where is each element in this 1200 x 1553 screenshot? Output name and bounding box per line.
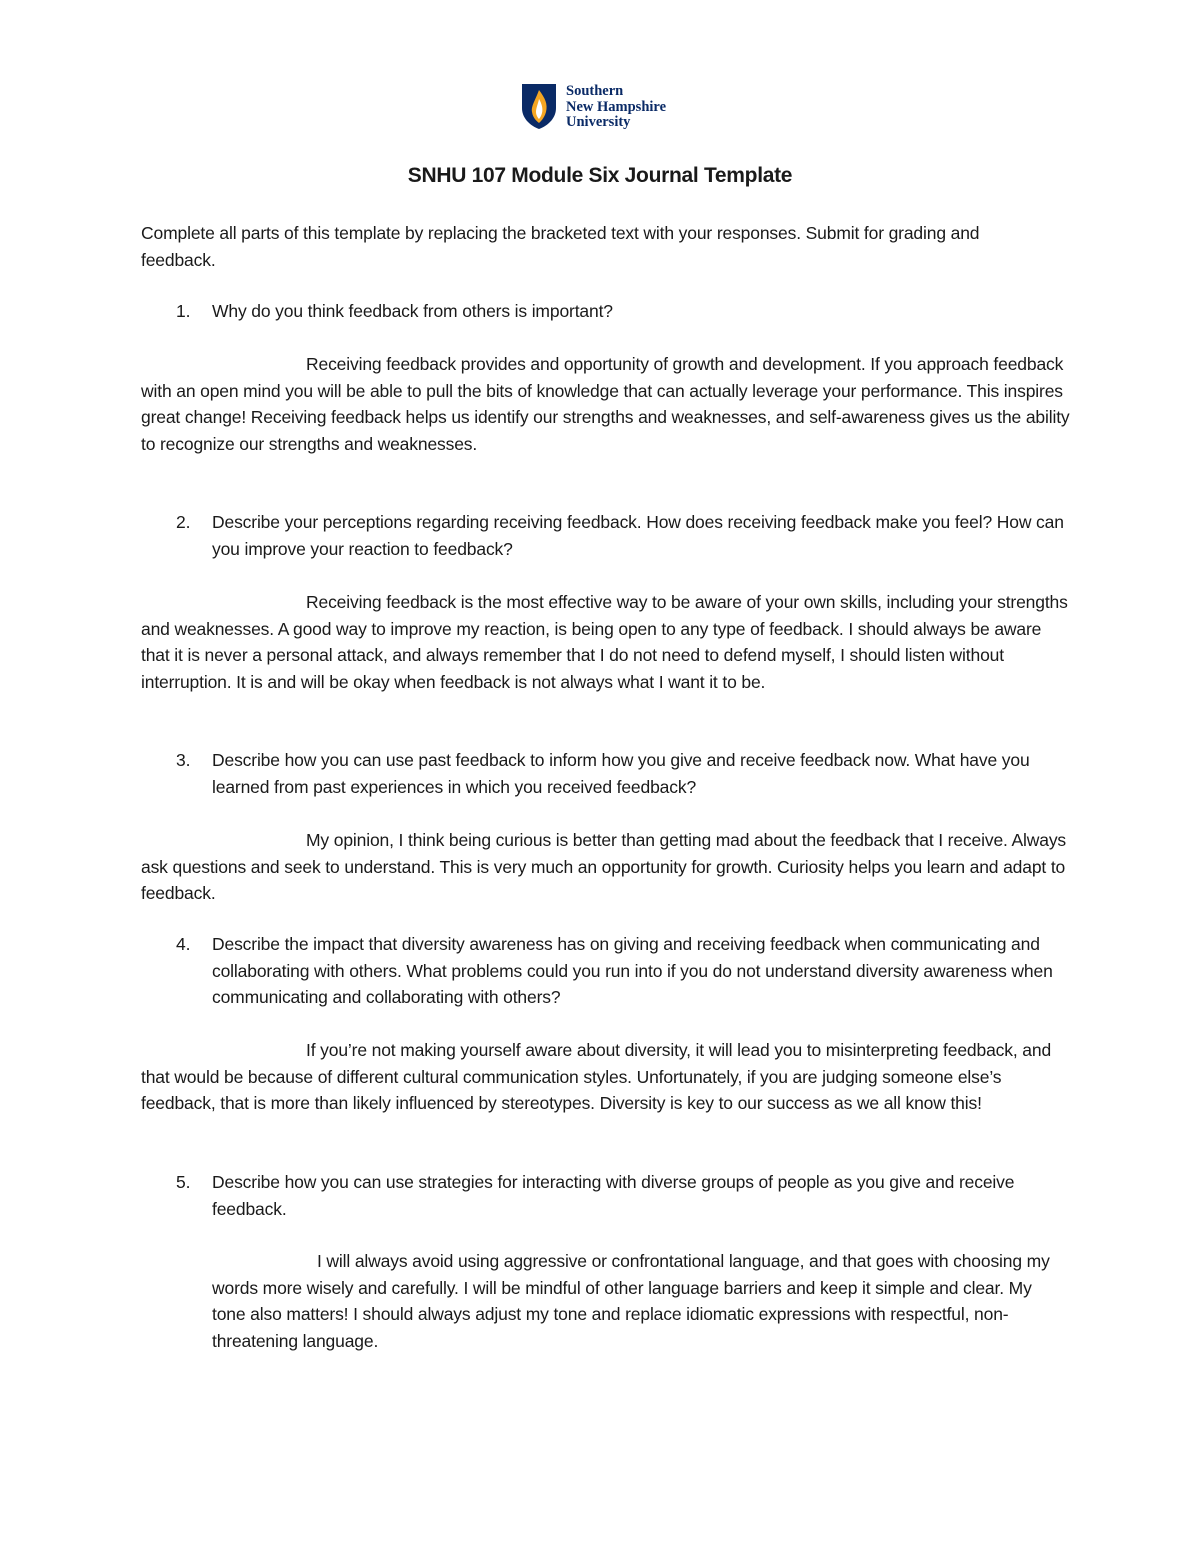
question-text: Why do you think feedback from others is important? [212,301,613,321]
question-number: 1. [176,301,191,321]
question-4 [141,931,1071,1011]
answer-3: My opinion, I think being curious is better than getting mad about the feedback that I receive. Always ask questions and seek to understand. This is very much an opportunity for growth. Curiosity helps you learn and adapt to feedback. [141,830,1067,904]
logo-line-1: Southern [566,83,624,99]
question-number: 5. [176,1172,191,1192]
logo-line-3: University [566,114,631,130]
question-text: Describe how you can use strategies for interacting with diverse groups of people as you give and receive feedback. [212,1172,1015,1219]
question-number: 2. [176,512,191,532]
question-text: Describe your perceptions regarding receiving feedback. How does receiving feedback make you feel? How can you improve your reaction to feedback? [212,512,1064,559]
logo-wordmark [566,84,666,131]
document-title: SNHU 107 Module Six Journal Template [407,164,793,187]
intro-paragraph: Complete all parts of this template by replacing the bracketed text with your responses. Submit for grading and feedback. [141,223,980,270]
snhu-logo [520,82,690,134]
question-3 [141,747,1071,800]
logo-line-2: New Hampshire [566,98,667,115]
answer-1: Receiving feedback provides and opportunity of growth and development. If you approach feedback with an open mind you will be able to pull the bits of knowledge that can actually leverage your performance. This inspires great change! Receiving feedback helps us identify our strengths and weaknesses, and self-awareness gives us the ability to recognize our strengths and weaknesses. [141,354,1070,454]
answer-2: Receiving feedback is the most effective way to be aware of your own skills, including your strengths and weaknesses. A good way to improve my reaction, is being open to any type of feedback. I should always be aware that it is never a personal attack, and always remember that I do not need to defend myself, I should listen without interruption. It is and will be okay when feedback is not always what I want it to be. [141,592,1068,692]
question-number: 3. [176,750,191,770]
shield-flame-icon [520,82,558,130]
question-text: Describe how you can use past feedback to inform how you give and receive feedback now. What have you learned from past experiences in which you received feedback? [212,750,1030,797]
question-2 [141,509,1071,562]
question-number: 4. [176,934,191,954]
question-1 [141,298,1071,325]
answer-5: I will always avoid using aggressive or confrontational language, and that goes with choosing my words more wisely and carefully. I will be mindful of other language barriers and keep it simple and clear. My tone also matters! I should always adjust my tone and replace idiomatic expressions with respectful, non-threatening language. [212,1251,1050,1351]
question-5 [141,1169,1071,1222]
answer-4: If you’re not making yourself aware about diversity, it will lead you to misinterpreting feedback, and that would be because of different cultural communication styles. Unfortunately, if you are judging someone else’s feedback, that is more than likely influenced by stereotypes. Diversity is key to our success as we all know this! [141,1040,1052,1114]
question-text: Describe the impact that diversity awareness has on giving and receiving feedback when communicating and collaborating with others. What problems could you run into if you do not understand diversity awareness when communicating and collaborating with others? [212,934,1053,1008]
